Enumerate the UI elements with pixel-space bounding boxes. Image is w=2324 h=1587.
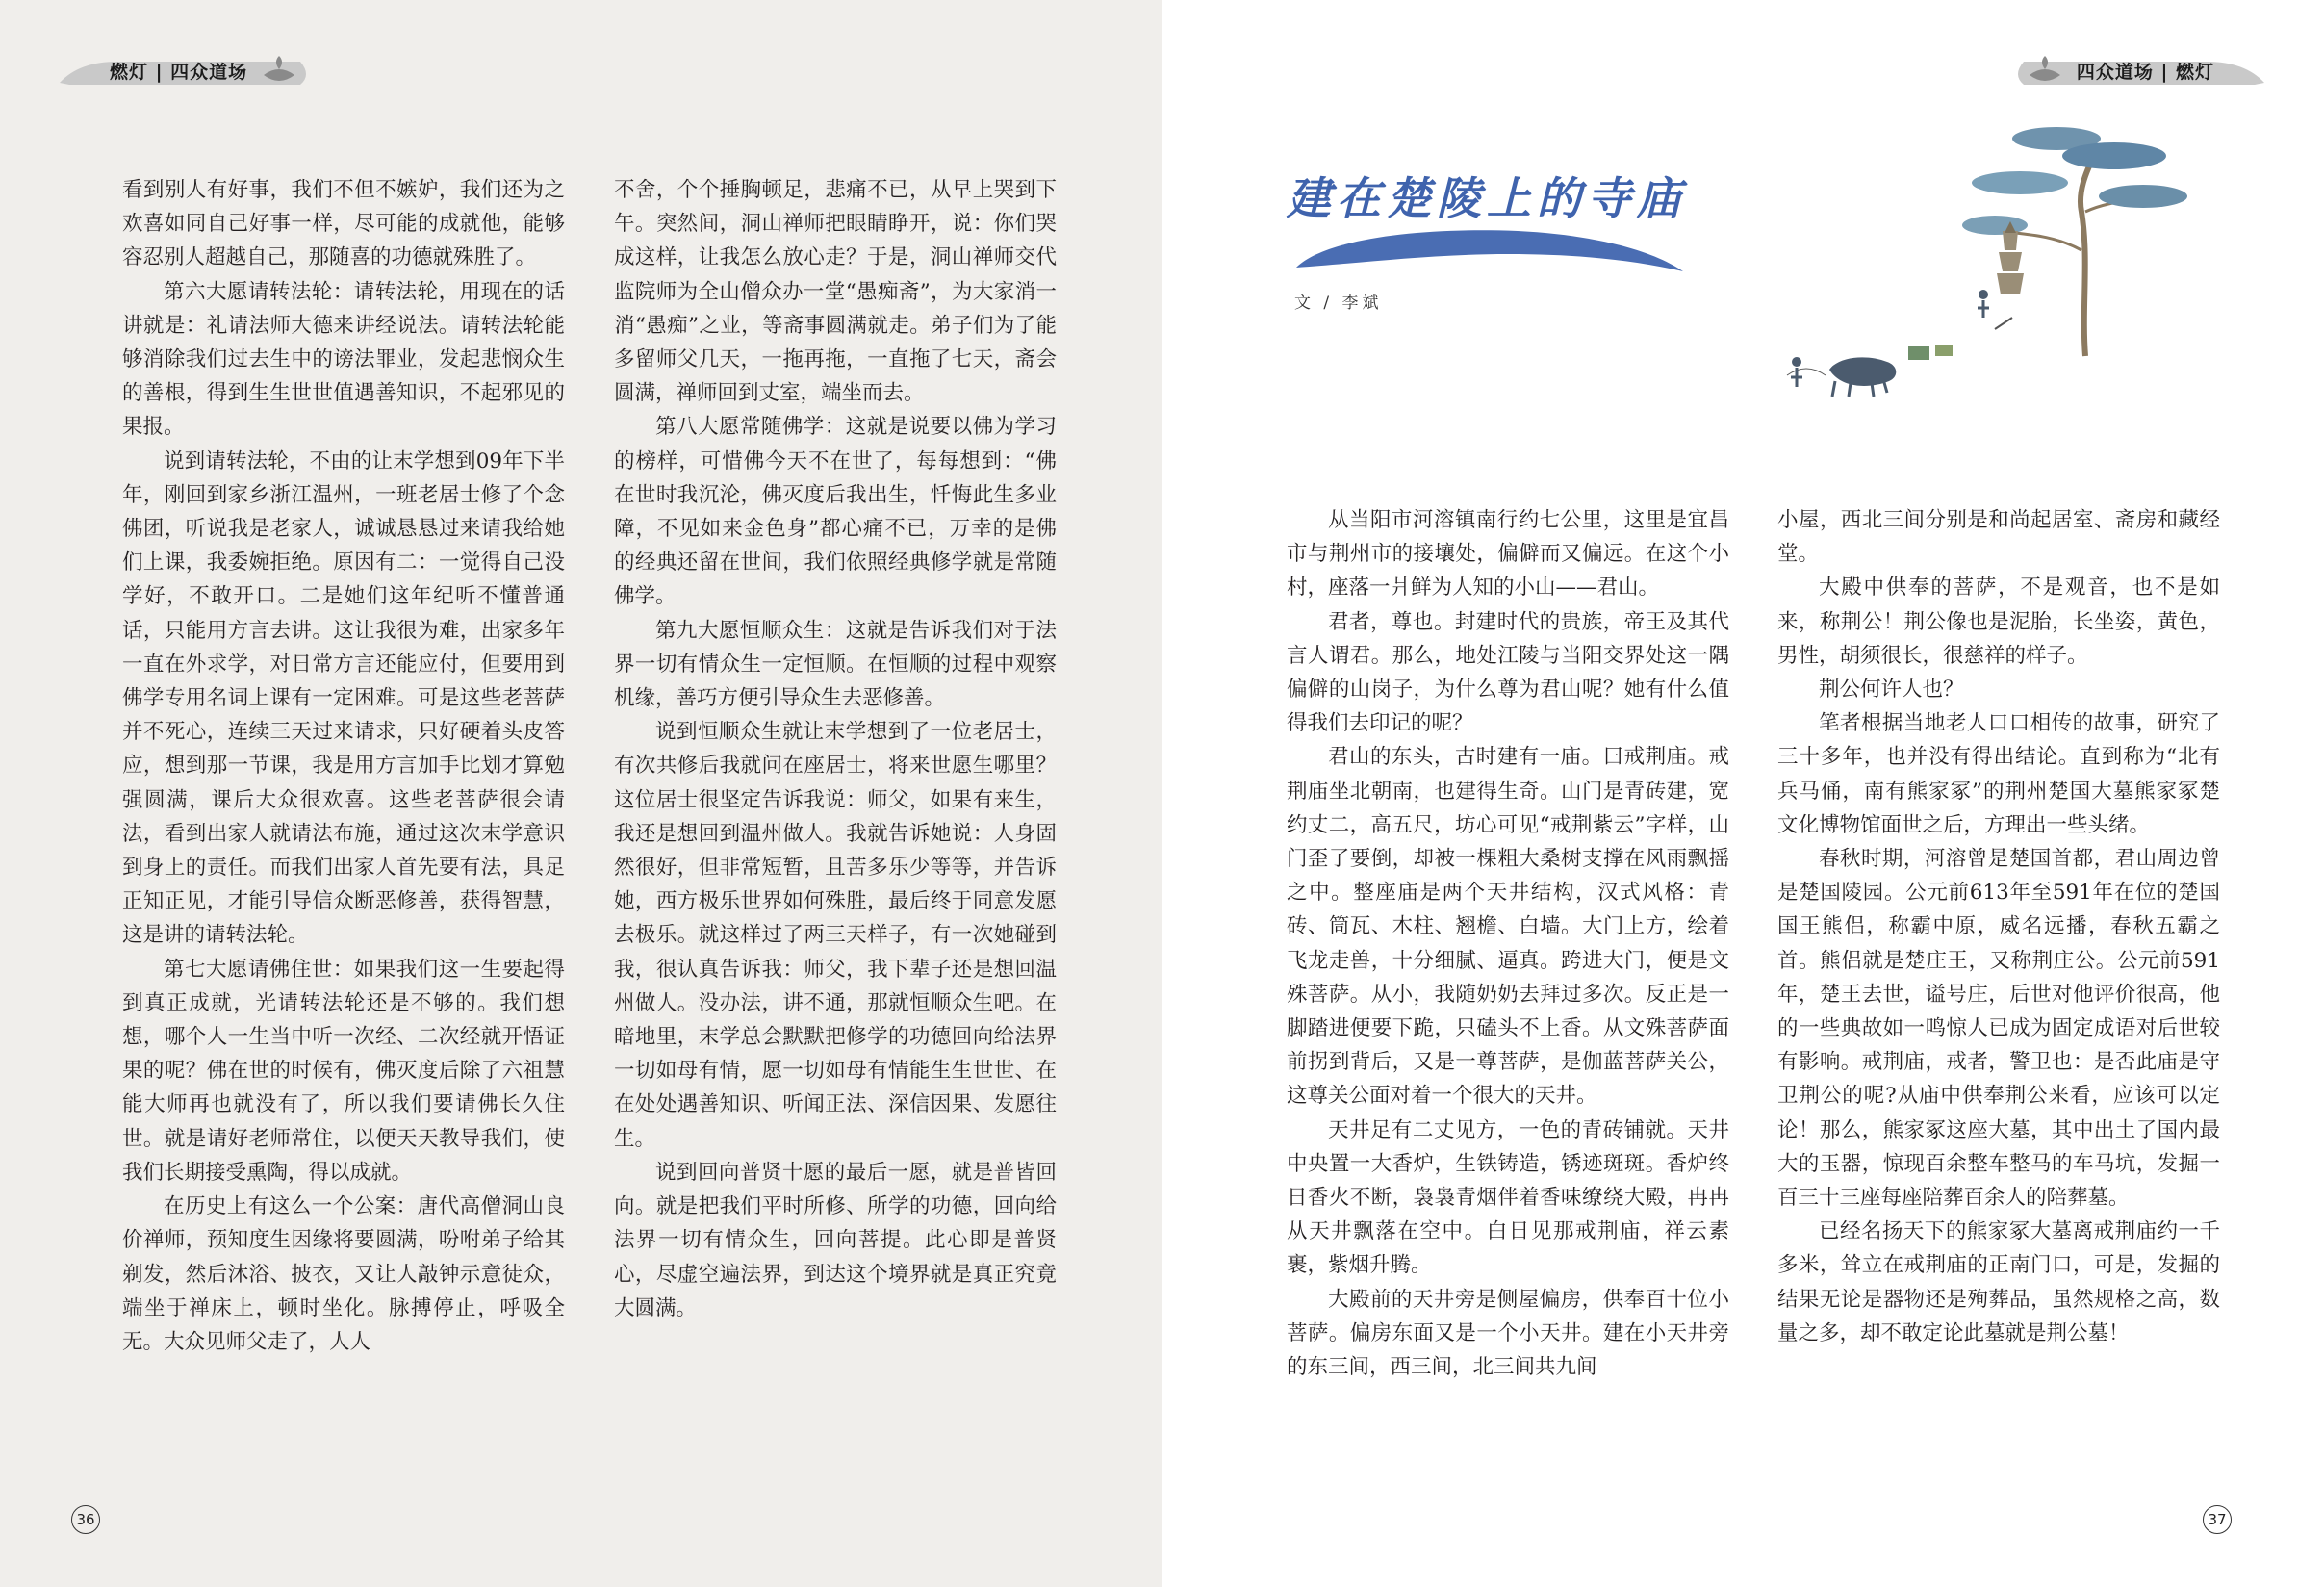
page-number-left: 36 <box>71 1505 100 1534</box>
paragraph: 看到别人有好事，我们不但不嫉妒，我们还为之欢喜如同自己好事一样，尽可能的成就他，能够容忍别人超越自己，那随喜的功德就殊胜了。 <box>122 178 565 270</box>
paragraph: 小屋，西北三间分别是和尚起居室、斋房和藏经堂。 <box>1777 508 2220 567</box>
paragraph: 君者，尊也。封建时代的贵族，帝王及其代言人谓君。那么，地处江陵与当阳交界处这一隅偏僻的山岗子，为什么尊为君山呢？她有什么值得我们去印记的呢？ <box>1287 609 1729 736</box>
text-column-2 <box>614 173 1057 1325</box>
header-text-left: 燃灯 | 四众道场 <box>110 62 248 83</box>
paragraph: 荆公何许人也？ <box>1819 678 1964 703</box>
paragraph: 第八大愿常随佛学：这就是说要以佛为学习的榜样，可惜佛今天不在世了，每每想到：“佛在世时我沉沦，佛灭度后我出生，忏悔此生多业障，不见如来金色身”都心痛不已，万幸的是佛的经典还留在世间，我们依照经典修学就是常随佛学。 <box>614 415 1057 609</box>
paragraph: 说到请转法轮，不由的让末学想到09年下半年，刚回到家乡浙江温州，一班老居士修了个念佛团，听说我是老家人，诚诚恳恳过来请我给她们上课，我委婉拒绝。原因有二：一觉得自己没学好，不敢开口。二是她们这年纪听不懂普通话，只能用方言去讲。这让我很为难，出家多年一直在外求学，对日常方言还能应付，但要用到佛学专用名词上课有一定困难。可是这些老菩萨并不死心，连续三天过来请求，只好硬着头皮答应，想到那一节课，我是用方言加手比划才算勉强圆满，课后大众很欢喜。这些老菩萨很会请法，看到出家人就请法布施，通过这次末学意识到身上的责任。而我们出家人首先要有法，具足正知正见，才能引导信众断恶修善，获得智慧，这是讲的请转法轮。 <box>122 448 565 948</box>
paragraph: 说到回向普贤十愿的最后一愿，就是普皆回向。就是把我们平时所修、所学的功德，回向给法界一切有情众生，回向菩提。此心即是普贤心，尽虚空遍法界，到达这个境界就是真正究竟大圆满。 <box>614 1160 1057 1320</box>
article-author: 文 / 李斌 <box>1294 294 1383 313</box>
page-number-right: 37 <box>2203 1505 2232 1534</box>
paragraph: 不舍，个个捶胸顿足，悲痛不已，从早上哭到下午。突然间，洞山禅师把眼睛睁开，说：你们哭成这样，让我怎么放心走？于是，洞山禅师交代监院师为全山僧众办一堂“愚痴斋”，为大家消一消“愚痴”之业，等斋事圆满就走。弟子们为了能多留师父几天，一拖再拖，一直拖了七天，斋会圆满，禅师回到丈室，端坐而去。 <box>614 178 1057 406</box>
article-title-block <box>1287 154 1691 289</box>
paragraph: 笔者根据当地老人口口相传的故事，研究了三十多年，也并没有得出结论。直到称为“北有兵马俑，南有熊家冢”的荆州楚国大墓熊家冢楚文化博物馆面世之后，方理出一些头绪。 <box>1777 711 2220 837</box>
paragraph: 从当阳市河溶镇南行约七公里，这里是宜昌市与荆州市的接壤处，偏僻而又偏远。在这个小村，座落一爿鲜为人知的小山——君山。 <box>1287 508 1729 601</box>
lotus-figure-icon <box>2016 50 2074 89</box>
paragraph: 第七大愿请佛住世：如果我们这一生要起得到真正成就，光请转法轮还是不够的。我们想想，哪个人一生当中听一次经、二次经就开悟证果的呢？佛在世的时候有，佛灭度后除了六祖慧能大师再也就没有了，所以我们要请佛长久住世。就是请好老师常住，以便天天教导我们，使我们长期接受熏陶，得以成就。 <box>122 957 565 1185</box>
text-column-4 <box>1777 503 2220 1350</box>
paragraph: 说到恒顺众生就让末学想到了一位老居士，有次共修后我就问在座居士，将来世愿生哪里？这位居士很坚定告诉我说：师父，如果有来生，我还是想回到温州做人。我就告诉她说：人身固然很好，但非常短暂，且苦多乐少等等，并告诉她，西方极乐世界如何殊胜，最后终于同意发愿去极乐。就这样过了两三天样子，有一次她碰到我，很认真告诉我：师父，我下辈子还是想回温州做人。没办法，讲不通，那就恒顺众生吧。在暗地里，末学总会默默把修学的功德回向给法界一切如母有情，愿一切如母有情能生生世世、在在处处遇善知识、听闻正法、深信因果、发愿往生。 <box>614 720 1057 1151</box>
header-banner-left <box>60 50 310 89</box>
right-page <box>1162 0 2324 1587</box>
paragraph: 已经名扬天下的熊家冢大墓离戒荆庙约一千多米，耸立在戒荆庙的正南门口，可是，发掘的结果无论是器物还是殉葬品，虽然规格之高，数量之多，却不敢定论此墓就是荆公墓！ <box>1777 1219 2220 1345</box>
text-column-1 <box>122 173 565 1359</box>
text-column-3 <box>1287 503 1729 1384</box>
paragraph: 在历史上有这么一个公案：唐代高僧洞山良价禅师，预知度生因缘将要圆满，吩咐弟子给其剃发，然后沐浴、披衣，又让人敲钟示意徒众，端坐于禅床上，顿时坐化。脉搏停止，呼吸全无。大众见师父走了，人人 <box>122 1194 565 1354</box>
paragraph: 第九大愿恒顺众生：这就是告诉我们对于法界一切有情众生一定恒顺。在恒顺的过程中观察机缘，善巧方便引导众生去恶修善。 <box>614 618 1057 711</box>
paragraph: 春秋时期，河溶曾是楚国首都，君山周边曾是楚国陵园。公元前613年至591年在位的楚国国王熊侣，称霸中原，威名远播，春秋五霸之首。熊侣就是楚庄王，又称荆庄公。公元前591年，楚王去世，谥号庄，后世对他评价很高，他的一些典故如一鸣惊人已成为固定成语对后世较有影响。戒荆庙，戒者，警卫也：是否此庙是守卫荆公的呢?从庙中供奉荆公来看，应该可以定论！那么，熊家冢这座大墓，其中出土了国内最大的玉器，惊现百余整车整马的车马坑，发掘一百三十三座每座陪葬百余人的陪葬墓。 <box>1777 847 2220 1211</box>
header-text-right: 四众道场 | 燃灯 <box>2076 62 2214 83</box>
header-banner-right <box>2014 50 2264 89</box>
article-title: 建在楚陵上的寺庙 <box>1287 172 1687 224</box>
lotus-figure-icon <box>250 50 308 89</box>
paragraph: 天井足有二丈见方，一色的青砖铺就。天井中央置一大香炉，生铁铸造，锈迹斑斑。香炉终日香火不断，袅袅青烟伴着香味缭绕大殿，冉冉从天井飘落在空中。白日见那戒荆庙，祥云素裹，紫烟升腾。 <box>1287 1117 1729 1278</box>
paragraph: 君山的东头，古时建有一庙。曰戒荆庙。戒荆庙坐北朝南，也建得生奇。山门是青砖建，宽约丈二，高五尺，坊心可见“戒荆紫云”字样，山门歪了要倒，却被一棵粗大桑树支撑在风雨飘摇之中。整座庙是两个天井结构，汉式风格：青砖、筒瓦、木柱、翘檐、白墙。大门上方，绘着飞龙走兽，十分细腻、逼真。跨进大门，便是文殊菩萨。从小，我随奶奶去拜过多次。反正是一脚踏进便要下跪，只磕头不上香。从文殊菩萨面前拐到背后，又是一尊菩萨，是伽蓝菩萨关公，这尊关公面对着一个很大的天井。 <box>1287 745 1729 1109</box>
paragraph: 大殿中供奉的菩萨，不是观音，也不是如来，称荆公！荆公像也是泥胎，长坐姿，黄色，男性，胡须很长，很慈祥的样子。 <box>1777 576 2220 668</box>
paragraph: 大殿前的天井旁是侧屋偏房，供奉百十位小菩萨。偏房东面又是一个小天井。建在小天井旁的东三间，西三间，北三间共九间 <box>1287 1287 1729 1380</box>
paragraph: 第六大愿请转法轮：请转法轮，用现在的话讲就是：礼请法师大德来讲经说法。请转法轮能够消除我们过去生中的谤法罪业，发起悲悯众生的善根，得到生生世世值遇善知识，不起邪见的果报。 <box>122 279 565 440</box>
pine-tree-pagoda-illustration <box>1768 115 2230 404</box>
